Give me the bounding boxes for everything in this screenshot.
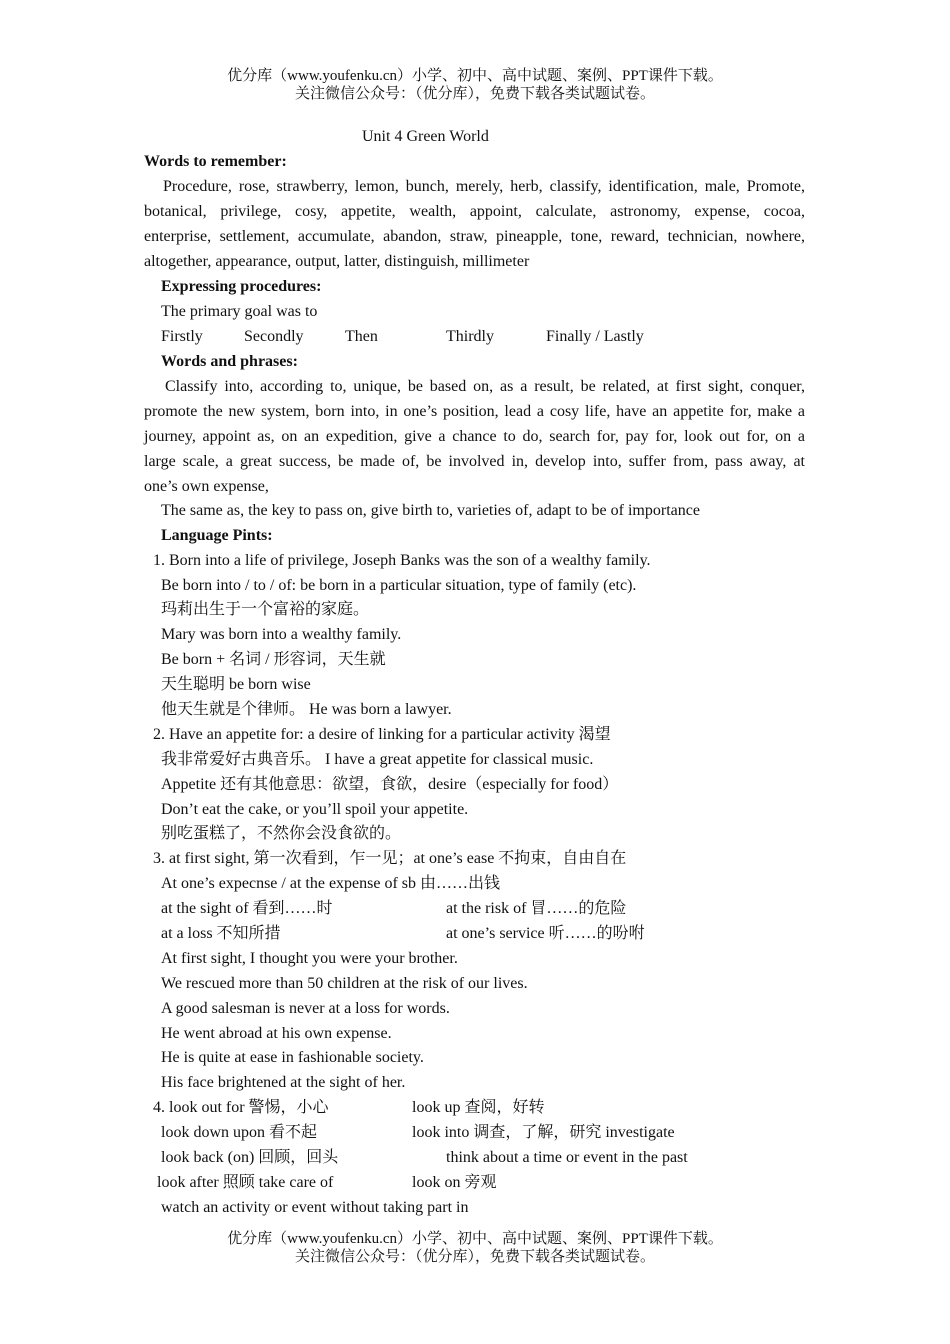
point-line: At first sight, I thought you were your brother. xyxy=(161,950,458,967)
point-line: 1. Born into a life of privilege, Joseph Banks was the son of a wealthy family. xyxy=(153,552,651,569)
words-line: altogether, appearance, output, latter, distinguish, millimeter xyxy=(144,253,530,270)
point-line: at the risk of 冒……的危险 xyxy=(446,900,627,917)
procedure-step: Firstly xyxy=(161,328,203,345)
point-line: at one’s service 听……的吩咐 xyxy=(446,925,645,942)
point-line: look back (on) 回顾，回头 xyxy=(161,1149,339,1166)
point-line: Don’t eat the cake, or you’ll spoil your appetite. xyxy=(161,801,469,818)
point-line: look down upon 看不起 xyxy=(161,1124,318,1141)
procedure-step: Secondly xyxy=(244,328,304,345)
point-line: Mary was born into a wealthy family. xyxy=(161,626,402,643)
point-line: We rescued more than 50 children at the risk of our lives. xyxy=(161,975,528,992)
words-line: Procedure, rose, strawberry, lemon, bunch, merely, herb, classify, identification, male, Promote, xyxy=(163,178,805,195)
phrases-heading: Words and phrases: xyxy=(161,353,298,370)
point-line: 2. Have an appetite for: a desire of linking for a particular activity 渴望 xyxy=(153,726,611,743)
point-line: at a loss 不知所措 xyxy=(161,925,281,942)
procedure-step: Thirdly xyxy=(446,328,494,345)
header-line-1: 优分库（www.youfenku.cn）小学、初中、高中试题、案例、PPT课件下载。 xyxy=(227,68,723,84)
words-line: botanical, privilege, cosy, appetite, wealth, appoint, calculate, astronomy, expense, cocoa, xyxy=(144,203,805,220)
point-line: At one’s expecnse / at the expense of sb 由……出钱 xyxy=(161,875,501,892)
procedures-goal: The primary goal was to xyxy=(161,303,318,320)
procedure-step: Finally / Lastly xyxy=(546,328,644,345)
point-line: A good salesman is never at a loss for words. xyxy=(161,1000,450,1017)
phrases-line: journey, appoint as, on an expedition, give a chance to do, search for, pay for, look out for, on a xyxy=(144,428,805,445)
point-line: 4. look out for 警惕，小心 xyxy=(153,1099,329,1116)
point-line: 他天生就是个律师。 He was born a lawyer. xyxy=(161,701,452,718)
point-line: Appetite 还有其他意思：欲望，食欲，desire（especially for food） xyxy=(161,776,619,793)
point-line: 我非常爱好古典音乐。 I have a great appetite for classical music. xyxy=(161,751,594,768)
phrases-line: large scale, a great success, be made of, be involved in, develop into, suffer from, pass away, at xyxy=(144,453,805,470)
point-line: look on 旁观 xyxy=(412,1174,497,1191)
page-title: Unit 4 Green World xyxy=(362,128,489,145)
words-line: enterprise, settlement, accumulate, abandon, straw, pineapple, tone, reward, technician, nowhere, xyxy=(144,228,805,245)
point-line: 玛莉出生于一个富裕的家庭。 xyxy=(161,601,370,618)
procedures-heading: Expressing procedures: xyxy=(161,278,322,295)
point-line: think about a time or event in the past xyxy=(446,1149,688,1166)
point-line: look after 照顾 take care of xyxy=(157,1174,334,1191)
footer-line-2: 关注微信公众号：（优分库），免费下载各类试题试卷。 xyxy=(294,1249,655,1265)
point-line: 天生聪明 be born wise xyxy=(161,676,311,693)
point-line: His face brightened at the sight of her. xyxy=(161,1074,406,1091)
point-line: 别吃蛋糕了，不然你会没食欲的。 xyxy=(161,825,402,842)
phrases-line: promote the new system, born into, in one’s position, lead a cosy life, have an appetite for, make a xyxy=(144,403,805,420)
point-line: Be born + 名词 / 形容词，天生就 xyxy=(161,651,386,668)
point-line: watch an activity or event without taking part in xyxy=(161,1199,469,1216)
point-line: Be born into / to / of: be born in a particular situation, type of family (etc). xyxy=(161,577,637,594)
procedure-step: Then xyxy=(345,328,378,345)
phrases-line: Classify into, according to, unique, be based on, as a result, be related, at first sight, conquer, xyxy=(165,378,805,395)
point-line: look into 调查，了解，研究 investigate xyxy=(412,1124,675,1141)
point-line: at the sight of 看到……时 xyxy=(161,900,333,917)
points-heading: Language Pints: xyxy=(161,527,273,544)
point-line: 3. at first sight, 第一次看到，乍一见；at one’s ease 不拘束，自由自在 xyxy=(153,850,627,867)
phrases-line: one’s own expense, xyxy=(144,478,269,495)
words-heading: Words to remember: xyxy=(144,153,287,170)
footer-line-1: 优分库（www.youfenku.cn）小学、初中、高中试题、案例、PPT课件下载。 xyxy=(227,1231,723,1247)
point-line: look up 查阅，好转 xyxy=(412,1099,545,1116)
phrases-line: The same as, the key to pass on, give birth to, varieties of, adapt to be of importance xyxy=(161,502,700,519)
header-line-2: 关注微信公众号：（优分库），免费下载各类试题试卷。 xyxy=(294,86,655,102)
point-line: He is quite at ease in fashionable society. xyxy=(161,1049,424,1066)
point-line: He went abroad at his own expense. xyxy=(161,1025,392,1042)
